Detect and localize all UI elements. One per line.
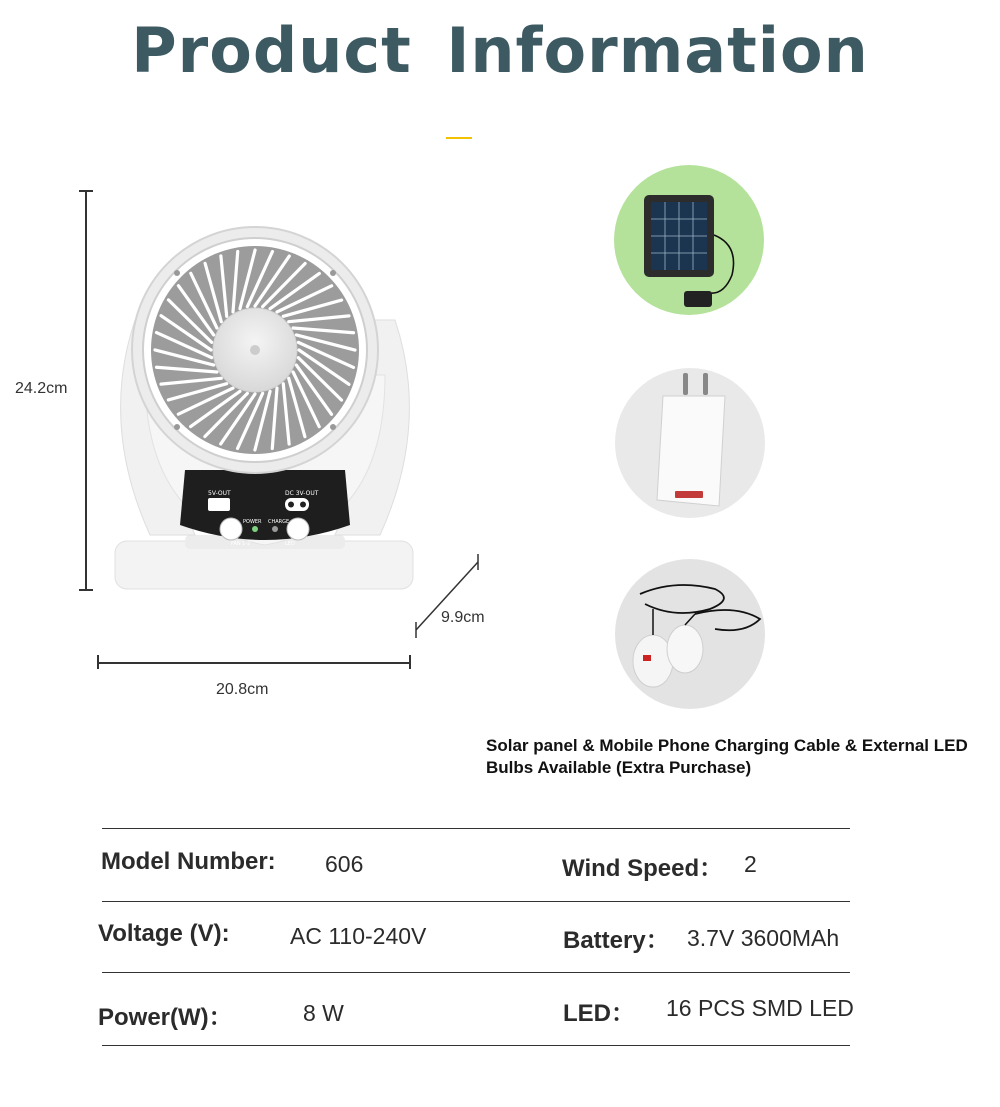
spec-battery-value: 3.7V 3600MAh: [687, 925, 840, 951]
charge-label: CHARGE: [268, 519, 290, 525]
solar-panel-image: [614, 165, 764, 315]
width-dimension-label: 20.8cm: [216, 681, 269, 698]
width-dimension-left-tick: [97, 655, 99, 669]
width-dimension-right-tick: [409, 655, 411, 669]
dc-out-label: DC 3V-OUT: [285, 490, 319, 497]
page-title: Product Information: [131, 14, 869, 87]
fan-product-image: [105, 225, 425, 600]
spec-table-rule-2: [102, 972, 850, 973]
height-dimension-line: [85, 190, 87, 590]
led-bulbs-image: [615, 559, 765, 709]
height-dimension-label: 24.2cm: [15, 380, 68, 397]
spec-wind-speed-label: Wind Speed：: [562, 855, 724, 882]
accessories-caption: Solar panel & Mobile Phone Charging Cable & External LED Bulbs Available (Extra Purchase): [486, 736, 968, 777]
spec-table-rule-top: [102, 828, 850, 829]
spec-voltage-label: Voltage (V):: [98, 920, 230, 947]
height-dimension-top-tick: [79, 190, 93, 192]
spec-battery-label: Battery：: [563, 927, 670, 954]
spec-model-label: Model Number:: [101, 848, 276, 875]
fan-button-label: FAN 1-2: [231, 541, 251, 547]
power-label: POWER: [243, 519, 262, 525]
usb-out-label: 5V-OUT: [208, 490, 231, 497]
spec-wind-speed-value: 2: [744, 851, 757, 877]
spec-led-label: LED：: [563, 1000, 635, 1027]
spec-voltage-value: AC 110-240V: [290, 923, 427, 949]
spec-power-value: 8 W: [303, 1000, 344, 1026]
spec-led-value: 16 PCS SMD LED: [666, 995, 854, 1021]
title-accent-line: [446, 137, 472, 139]
spec-model-value: 606: [325, 851, 364, 877]
depth-dimension-label: 9.9cm: [441, 609, 485, 626]
spec-table-rule-bottom: [102, 1045, 850, 1046]
width-dimension-line: [97, 662, 410, 664]
led-button-label: LED: [285, 541, 295, 547]
spec-table-rule-1: [102, 901, 850, 902]
power-adapter-image: [615, 368, 765, 518]
height-dimension-bottom-tick: [79, 589, 93, 591]
spec-power-label: Power(W)：: [98, 1004, 233, 1031]
